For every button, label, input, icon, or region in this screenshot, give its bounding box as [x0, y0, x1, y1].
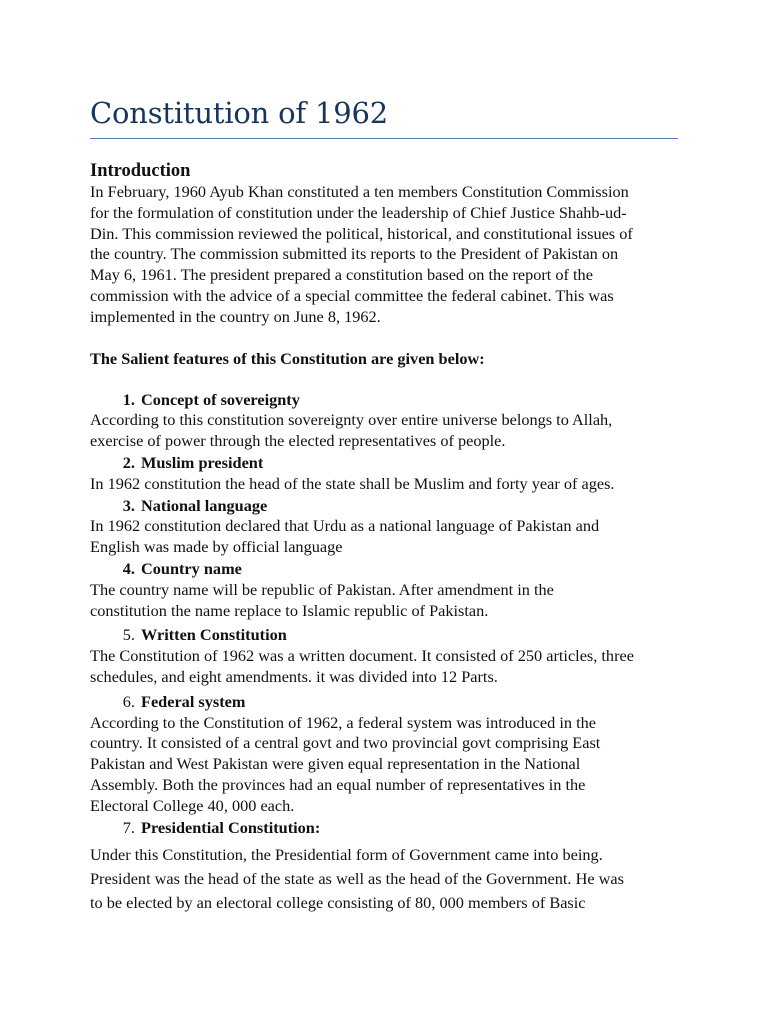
feature-item: [90, 625, 690, 687]
feature-line: exercise of power through the elected representatives of people.: [90, 431, 506, 451]
feature-heading: [90, 496, 690, 517]
feature-heading: [90, 818, 690, 839]
feature-body: [90, 843, 690, 915]
feature-line: According to the Constitution of 1962, a federal system was introduced in the: [90, 712, 596, 732]
title-underline: [90, 138, 678, 139]
intro-line: Din. This commission reviewed the political, historical, and constitutional issues of: [90, 223, 633, 243]
feature-number: 3.: [122, 495, 135, 515]
feature-number: 5.: [122, 625, 135, 645]
feature-heading: [90, 625, 690, 646]
intro-line: May 6, 1961. The president prepared a constitution based on the report of the: [90, 265, 593, 285]
feature-line: The country name will be republic of Pakistan. After amendment in the: [90, 579, 554, 599]
feature-label: Federal system: [141, 691, 246, 711]
feature-line: In 1962 constitution declared that Urdu as a national language of Pakistan and: [90, 516, 600, 536]
feature-line: schedules, and eight amendments. it was divided into 12 Parts.: [90, 666, 498, 686]
feature-line: country. It consisted of a central govt and two provincial govt comprising East: [90, 733, 601, 753]
intro-line: for the formulation of constitution under the leadership of Chief Justice Shahb-ud-: [90, 202, 627, 222]
feature-line: Under this Constitution, the Presidential form of Government came into being.: [90, 845, 603, 865]
salient-features-heading: The Salient features of this Constitution are given below:: [90, 348, 485, 368]
feature-line: According to this constitution sovereignty over entire universe belongs to Allah,: [90, 410, 613, 430]
feature-item: [90, 692, 690, 817]
feature-item: [90, 818, 690, 916]
intro-line: In February, 1960 Ayub Khan constituted a ten members Constitution Commission: [90, 182, 629, 201]
introduction-paragraph: [90, 182, 690, 328]
feature-line: to be elected by an electoral college consisting of 80, 000 members of Basic: [90, 893, 586, 913]
feature-label: Concept of sovereignty: [141, 389, 300, 409]
intro-line: implemented in the country on June 8, 1962.: [90, 306, 381, 326]
feature-line: Electoral College 40, 000 each.: [90, 795, 295, 815]
feature-number: 2.: [122, 452, 135, 472]
feature-line: President was the head of the state as well as the head of the Government. He was: [90, 869, 624, 889]
feature-number: 7.: [122, 817, 135, 837]
feature-label: Presidential Constitution:: [141, 817, 321, 837]
feature-line: Assembly. Both the provinces had an equal number of representatives in the: [90, 774, 586, 794]
feature-label: Country name: [141, 558, 242, 578]
feature-label: Written Constitution: [141, 625, 287, 645]
feature-label: Muslim president: [141, 452, 264, 472]
feature-item: [90, 390, 690, 452]
feature-item: [90, 496, 690, 558]
feature-line: Pakistan and West Pakistan were given equal representation in the National: [90, 754, 581, 774]
feature-label: National language: [141, 495, 268, 515]
feature-line: In 1962 constitution the head of the state shall be Muslim and forty year of ages.: [90, 473, 615, 493]
feature-heading: [90, 559, 690, 580]
document-body: [90, 93, 690, 915]
feature-heading: [90, 453, 690, 474]
introduction-heading: Introduction: [90, 161, 191, 181]
feature-heading: [90, 390, 690, 411]
feature-line: The Constitution of 1962 was a written document. It consisted of 250 articles, three: [90, 646, 634, 666]
feature-line: English was made by official language: [90, 537, 343, 557]
feature-number: 1.: [122, 389, 135, 409]
feature-item: [90, 559, 690, 621]
feature-item: [90, 453, 690, 495]
feature-number: 6.: [122, 691, 135, 711]
feature-line: constitution the name replace to Islamic republic of Pakistan.: [90, 600, 489, 620]
intro-line: the country. The commission submitted its reports to the President of Pakistan on: [90, 244, 619, 264]
document-title: Constitution of 1962: [90, 96, 388, 130]
feature-heading: [90, 692, 690, 713]
intro-line: commission with the advice of a special committee the federal cabinet. This was: [90, 285, 614, 305]
feature-number: 4.: [122, 558, 135, 578]
